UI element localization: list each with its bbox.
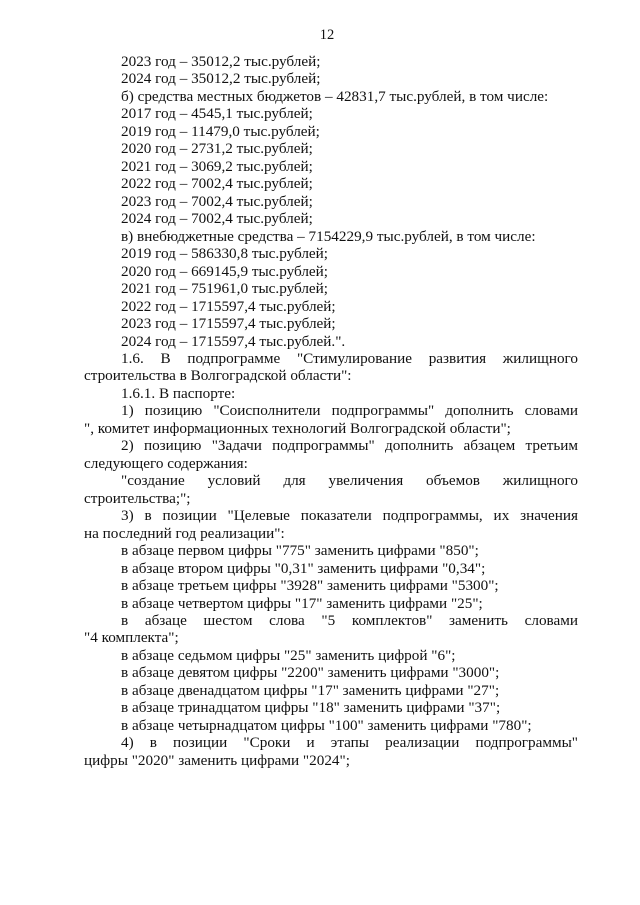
text-line: в абзаце первом цифры "775" заменить цифрами "850"; bbox=[121, 542, 479, 560]
text-line: строительства;"; bbox=[84, 489, 191, 507]
text-line: 2023 год – 35012,2 тыс.рублей; bbox=[121, 53, 321, 70]
text-line: в абзаце третьем цифры "3928" заменить цифрами "5300"; bbox=[121, 577, 499, 595]
text-line: 2023 год – 7002,4 тыс.рублей; bbox=[121, 192, 313, 210]
text-line: следующего содержания: bbox=[84, 454, 248, 472]
text-line: 2020 год – 2731,2 тыс.рублей; bbox=[121, 140, 313, 158]
text-line: 2019 год – 586330,8 тыс.рублей; bbox=[121, 245, 329, 263]
text-line: в абзаце четвертом цифры "17" заменить цифрами "25"; bbox=[121, 594, 483, 612]
text-line: 2) позицию "Задачи подпрограммы" дополнить абзацем третьим bbox=[121, 437, 578, 455]
text-line: в абзаце шестом слова "5 комплектов" заменить словами bbox=[121, 612, 578, 629]
text-line: в абзаце девятом цифры "2200" заменить цифрами "3000"; bbox=[121, 664, 500, 682]
text-line: 2022 год – 1715597,4 тыс.рублей; bbox=[121, 297, 336, 315]
text-line: 2021 год – 3069,2 тыс.рублей; bbox=[121, 157, 313, 175]
text-line: "4 комплекта"; bbox=[84, 629, 179, 647]
text-line: 1.6. В подпрограмме "Стимулирование развития жилищного bbox=[121, 349, 578, 367]
text-line: 2019 год – 11479,0 тыс.рублей; bbox=[121, 122, 320, 140]
text-line: в абзаце тринадцатом цифры "18" заменить цифрами "37"; bbox=[121, 699, 501, 717]
text-line: в абзаце седьмом цифры "25" заменить цифрой "6"; bbox=[121, 646, 456, 664]
text-line: 1) позицию "Соисполнители подпрограммы" дополнить словами bbox=[121, 402, 578, 420]
text-line: цифры "2020" заменить цифрами "2024"; bbox=[84, 751, 350, 769]
text-line: ", комитет информационных технологий Волгоградской области"; bbox=[84, 419, 511, 437]
text-line: б) средства местных бюджетов – 42831,7 тыс.рублей, в том числе: bbox=[121, 87, 549, 105]
text-line: 3) в позиции "Целевые показатели подпрограммы, их значения bbox=[121, 507, 578, 525]
text-line: в) внебюджетные средства – 7154229,9 тыс.рублей, в том числе: bbox=[121, 227, 536, 245]
text-line: 2024 год – 7002,4 тыс.рублей; bbox=[121, 210, 313, 228]
text-line: 4) в позиции "Сроки и этапы реализации подпрограммы" bbox=[121, 734, 578, 752]
text-line: 2024 год – 35012,2 тыс.рублей; bbox=[121, 70, 321, 88]
text-line: 2023 год – 1715597,4 тыс.рублей; bbox=[121, 315, 336, 333]
text-line: 2020 год – 669145,9 тыс.рублей; bbox=[121, 262, 329, 280]
text-line: 2017 год – 4545,1 тыс.рублей; bbox=[121, 105, 313, 123]
text-line: "создание условий для увеличения объемов жилищного bbox=[121, 472, 578, 490]
text-line: 2022 год – 7002,4 тыс.рублей; bbox=[121, 175, 313, 193]
page-number: 12 bbox=[319, 27, 335, 43]
text-line: в абзаце втором цифры "0,31" заменить цифрами "0,34"; bbox=[121, 559, 486, 577]
text-line: в абзаце двенадцатом цифры "17" заменить цифрами "27"; bbox=[121, 681, 500, 699]
text-line: на последний год реализации": bbox=[84, 524, 285, 542]
text-line: в абзаце четырнадцатом цифры "100" заменить цифрами "780"; bbox=[121, 716, 532, 734]
text-line: 1.6.1. В паспорте: bbox=[121, 384, 236, 402]
text-line: строительства в Волгоградской области": bbox=[84, 367, 352, 385]
text-line: 2021 год – 751961,0 тыс.рублей; bbox=[121, 280, 329, 298]
text-line: 2024 год – 1715597,4 тыс.рублей.". bbox=[121, 332, 346, 350]
document-body bbox=[84, 53, 578, 769]
